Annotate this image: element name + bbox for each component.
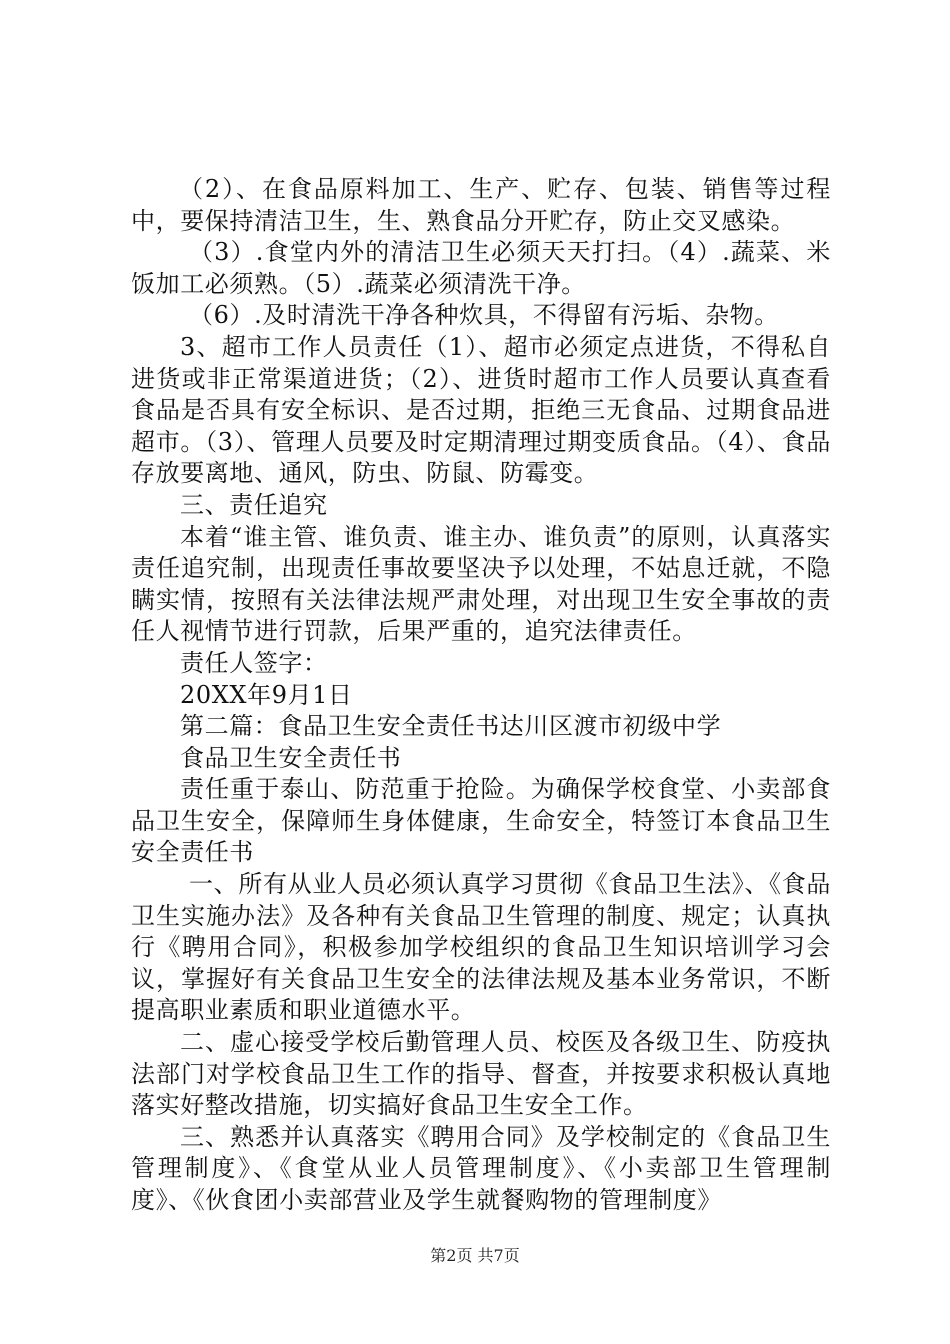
page-footer: 第2页 共7页 xyxy=(430,1246,520,1265)
document-subtitle: 食品卫生安全责任书 xyxy=(180,743,402,772)
document-body xyxy=(131,174,831,1217)
paragraph-supermarket-duties: 3、超市工作人员责任（1）、超市必须定点进货，不得私自进货或非正常渠道进货；（2）、进货时超市工作人员要认真查看食品是否具有安全标识、是否过期，拒绝三无食品、过期食品进超市。（3）、管理人员要及时定期清理过期变质食品。（4）、食品存放要离地、通风，防虫、防鼠、防霉变。 xyxy=(131,332,831,488)
chapter-two-title: 第二篇：食品卫生安全责任书达川区渡市初级中学 xyxy=(180,712,722,741)
signature-date: 20XX年9月1日 xyxy=(180,680,353,709)
paragraph-raw-material-processing: （2）、在食品原料加工、生产、贮存、包装、销售等过程中，要保持清洁卫生，生、熟食品分开贮存，防止交叉感染。 xyxy=(131,175,831,235)
paragraph-item-three: 三、熟悉并认真落实《聘用合同》及学校制定的《食品卫生管理制度》、《食堂从业人员管理制度》、《小卖部卫生管理制度》、《伙食团小卖部营业及学生就餐购物的管理制度》 xyxy=(131,1122,831,1214)
paragraph-accountability: 本着“谁主管、谁负责、谁主办、谁负责”的原则，认真落实责任追究制，出现责任事故要坚决予以处理，不姑息迁就，不隐瞒实情，按照有关法律法规严肃处理，对出现卫生安全事故的责任人视情节进行罚款，后果严重的，追究法律责任。 xyxy=(131,522,831,646)
paragraph-preamble: 责任重于泰山、防范重于抢险。为确保学校食堂、小卖部食品卫生安全，保障师生身体健康，生命安全，特签订本食品卫生安全责任书 xyxy=(131,775,831,867)
signature-label: 责任人签字： xyxy=(180,648,328,677)
section-heading-accountability: 三、责任追究 xyxy=(180,490,328,519)
paragraph-cookware-cleaning: （6）.及时清洗干净各种炊具，不得留有污垢、杂物。 xyxy=(189,301,779,330)
paragraph-item-two: 二、虚心接受学校后勤管理人员、校医及各级卫生、防疫执法部门对学校食品卫生工作的指导、督查，并按要求积极认真地落实好整改措施，切实搞好食品卫生安全工作。 xyxy=(131,1028,831,1120)
paragraph-item-one: 一、所有从业人员必须认真学习贯彻《食品卫生法》、《食品卫生实施办法》及各种有关食品卫生管理的制度、规定；认真执行《聘用合同》，积极参加学校组织的食品卫生知识培训学习会议，掌握好有关食品卫生安全的法律法规及基本业务常识，不断提高职业素质和职业道德水平。 xyxy=(131,870,831,1025)
paragraph-canteen-cleaning: （3）.食堂内外的清洁卫生必须天天打扫。（4）.蔬菜、米饭加工必须熟。（5）.蔬菜必须清洗干净。 xyxy=(131,238,831,298)
